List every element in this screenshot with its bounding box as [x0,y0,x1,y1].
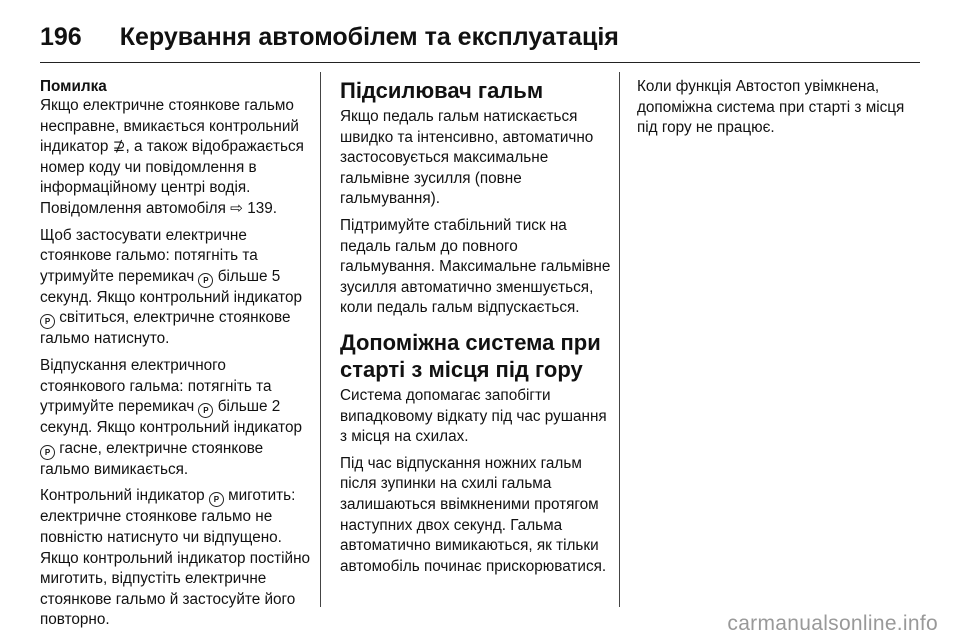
paragraph-flashing [40,486,312,631]
park-brake-indicator-icon: P [209,492,224,507]
text-run: миготить: електричне стоянкове гальмо не повністю натиснуто чи відпущено. Якщо контрольний індикатор постійно миготить, відпустіть електричне стоянкове гальмо й застосуйте його повторно. [40,487,311,629]
text-run: більше 5 секунд. Якщо контрольний індикатор [40,267,303,306]
paragraph-error [40,96,312,220]
page-number: 196 [40,22,82,51]
text-run: Контрольний індикатор [40,487,209,505]
header-divider [40,62,920,63]
fault-indicator-icon: ⊉ [112,138,126,156]
section-subheading-error: Помилка [40,78,107,95]
text-run: Якщо електричне стоянкове гальмо несправне, вмикається контрольний індикатор [40,97,299,156]
park-brake-indicator-icon: P [198,273,213,288]
heading-brake-assist: Підсилювач гальм [340,78,544,103]
park-brake-indicator-icon: P [198,403,213,418]
heading-hill-start-assist: Допоміжна система при старті з місця під гору [340,329,601,382]
text-run: , а також відображається номер коду чи повідомлення в інформаційному центрі водія. Повідомлення автомобіля [40,138,304,217]
arrow-reference-icon: ⇨ [230,199,243,217]
park-brake-indicator-icon: P [40,314,55,329]
text-run: гасне, електричне стоянкове гальмо вимикається. [40,439,264,478]
column-2 [340,77,612,583]
paragraph-autostop-note: Коли функція Автостоп увімкнена, допоміжна система при старті з місця під гору не працює. [637,78,905,137]
paragraph-hill-start-2: Під час відпускання ножних гальм після зупинки на схилі гальма залишаються ввімкненими протягом наступних двох секунд. Гальма автоматично вимикаються, як тільки автомобіль починає прискорюватися. [340,454,607,575]
text-run: Відпускання електричного стоянкового гальма: потягніть та утримуйте перемикач [40,356,272,416]
page-reference-link[interactable]: 139. [247,199,277,217]
paragraph-release [40,356,312,480]
column-divider-1 [320,72,321,607]
watermark: carmanualsonline.info [727,612,938,635]
column-divider-2 [619,72,620,607]
park-brake-indicator-icon: P [40,445,55,460]
paragraph-brake-assist-2: Підтримуйте стабільний тиск на педаль гальм до повного гальмування. Максимальне гальмівне зусилля автоматично зменшується, коли педаль гальм відпускається. [340,216,611,317]
page-title: Керування автомобілем та експлуатація [119,22,619,51]
page-header [40,12,920,62]
paragraph-apply [40,226,312,350]
text-run: світиться, електричне стоянкове гальмо натиснуто. [40,309,291,348]
text-run: більше 2 секунд. Якщо контрольний індикатор [40,398,303,437]
text-run: Щоб застосувати електричне стоянкове гальмо: потягніть та утримуйте перемикач [40,226,258,285]
column-1 [40,77,312,637]
paragraph-brake-assist-1: Якщо педаль гальм натискається швидко та інтенсивно, автоматично застосовується максимальне гальмівне зусилля (повне гальмування). [340,108,594,208]
paragraph-hill-start-1: Система допомагає запобігти випадковому відкату під час рушання з місця на схилах. [340,386,607,446]
column-3 [637,77,927,145]
